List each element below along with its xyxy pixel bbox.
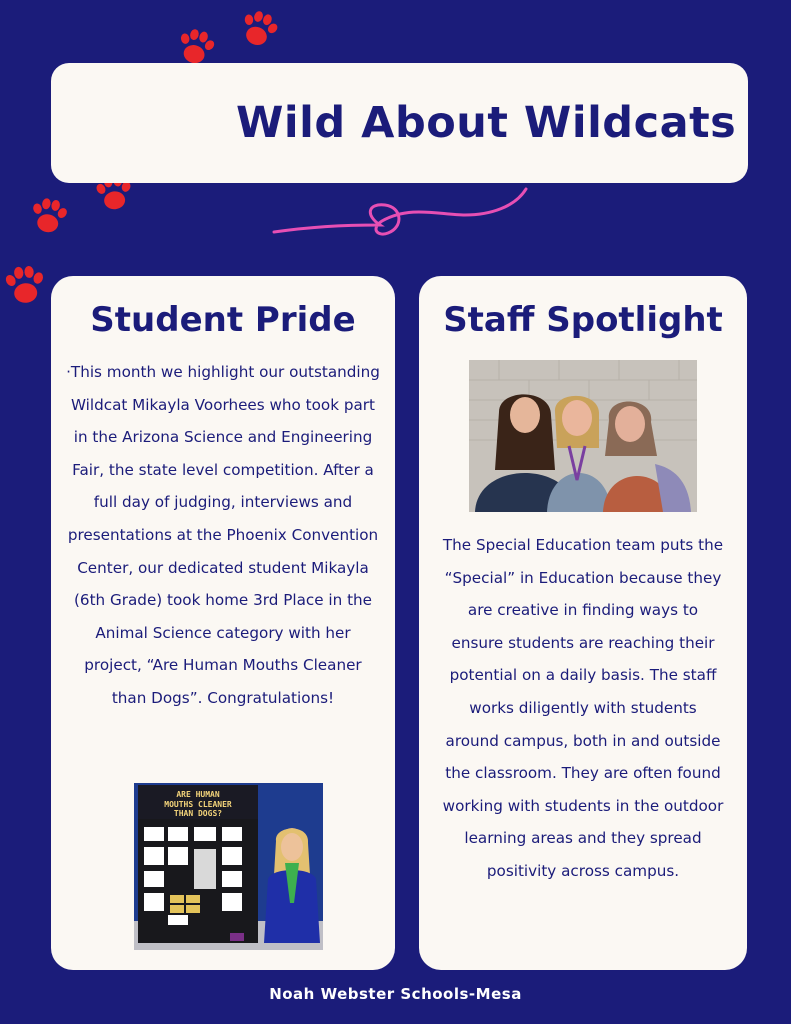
footer-school-name: Noah Webster Schools-Mesa xyxy=(269,985,522,1003)
student-pride-text: ·This month we highlight our outstanding Wildcat Mikayla Voorhees who took part in the Arizona Science and Engineering Fair, the state level competition. After a full day of judging, interviews and presentations at the Phoenix Convention Center, our dedicated student Mikayla (6th Grade) took home 3rd Place in the Animal Science category with her project, “Are Human Mouths Cleaner than Dogs”. Congratulations! xyxy=(66,363,380,707)
staff-spotlight-card xyxy=(419,276,747,970)
paw-print-icon xyxy=(2,262,48,308)
science-fair-illustration xyxy=(134,783,323,950)
staff-spotlight-text: The Special Education team puts the “Special” in Education because they are creative in finding ways to ensure students are reaching their potential on a daily basis. The staff works diligently with students around campus, both in and outside the classroom. They are often found working with students in the outdoor learning areas and they spread positivity across campus. xyxy=(442,536,724,880)
svg-text:THAN DOGS?: THAN DOGS? xyxy=(173,809,223,818)
staff-photo xyxy=(469,360,697,512)
decorative-swirl xyxy=(270,185,535,250)
paw-print-icon xyxy=(238,8,280,50)
staff-spotlight-heading: Staff Spotlight xyxy=(443,300,723,340)
student-pride-card xyxy=(51,276,395,970)
svg-text:ARE HUMAN: ARE HUMAN xyxy=(176,790,220,799)
staff-group-illustration xyxy=(469,360,697,512)
paw-print-icon xyxy=(28,195,70,237)
paw-print-icon xyxy=(175,26,217,68)
science-fair-photo xyxy=(134,783,323,950)
title-banner xyxy=(51,63,748,183)
svg-text:MOUTHS CLEANER: MOUTHS CLEANER xyxy=(164,800,232,809)
page-title: Wild About Wildcats xyxy=(236,98,737,148)
student-pride-heading: Student Pride xyxy=(90,300,356,340)
